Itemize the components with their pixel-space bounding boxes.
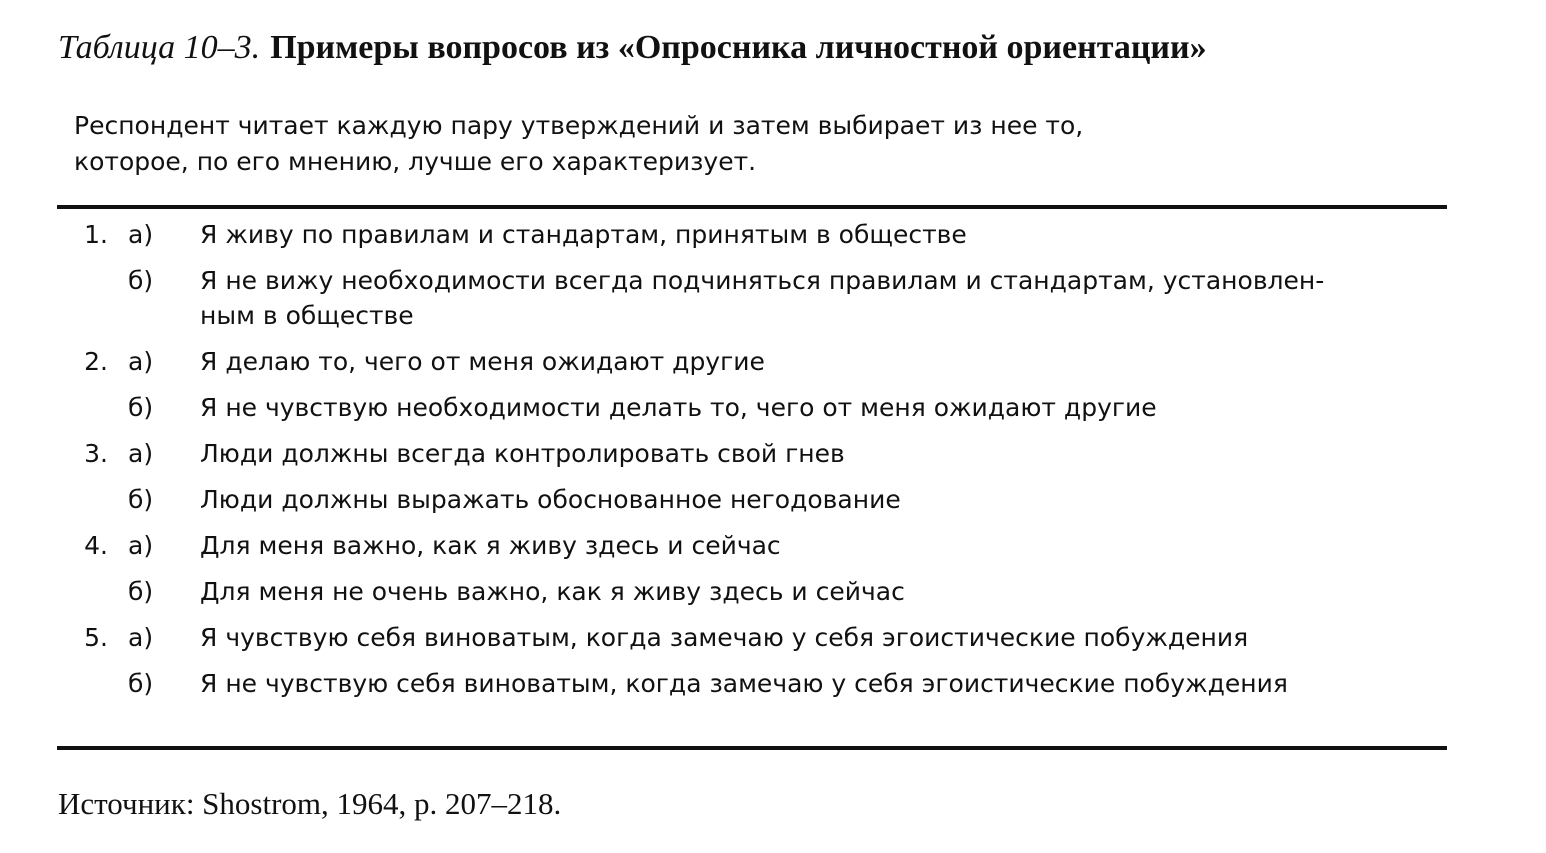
option-text: Я делаю то, чего от меня ожидают другие	[200, 347, 765, 376]
instructions-line-1: Респондент читает каждую пару утверждений и затем выбирает из нее то,	[74, 111, 1084, 140]
option-letter: а)	[128, 347, 154, 376]
question-3	[60, 436, 1450, 517]
option-text: Я живу по правилам и стандартам, принятым в обществе	[200, 220, 967, 249]
table-number: Таблица 10–3.	[58, 29, 261, 66]
question-5-option-b	[60, 666, 1450, 701]
option-text: Я не чувствую необходимости делать то, чего от меня ожидают другие	[200, 393, 1157, 422]
question-3-option-b	[60, 482, 1450, 517]
table-title	[58, 26, 1207, 70]
question-number: 5.	[84, 623, 108, 652]
option-text-line-2: ным в обществе	[200, 301, 414, 330]
question-number: 3.	[84, 439, 108, 468]
option-letter: а)	[128, 439, 154, 468]
option-text: Для меня не очень важно, как я живу здесь и сейчас	[200, 577, 905, 606]
question-1	[60, 217, 1450, 333]
question-2-option-a	[60, 344, 1450, 379]
question-number: 1.	[84, 220, 108, 249]
question-1-option-a	[60, 217, 1450, 252]
bottom-divider	[57, 746, 1447, 750]
option-text: Люди должны всегда контролировать свой гнев	[200, 439, 845, 468]
option-letter: б)	[128, 485, 154, 514]
question-number: 4.	[84, 531, 108, 560]
question-2	[60, 344, 1450, 425]
question-5-option-a	[60, 620, 1450, 655]
option-letter: а)	[128, 531, 154, 560]
question-4	[60, 528, 1450, 609]
option-text: Я чувствую себя виноватым, когда замечаю у себя эгоистические побуждения	[200, 623, 1249, 652]
top-divider	[57, 205, 1447, 209]
question-2-option-b	[60, 390, 1450, 425]
option-text	[200, 263, 1440, 333]
option-letter: б)	[128, 393, 154, 422]
source-note: Источник: Shostrom, 1964, p. 207–218.	[58, 786, 562, 821]
table-caption: Примеры вопросов из «Опросника личностной ориентации»	[270, 29, 1207, 66]
instructions	[74, 108, 1274, 180]
question-3-option-a	[60, 436, 1450, 471]
option-letter: а)	[128, 623, 154, 652]
option-text: Для меня важно, как я живу здесь и сейчас	[200, 531, 781, 560]
question-list	[60, 217, 1450, 701]
question-5	[60, 620, 1450, 701]
question-number: 2.	[84, 347, 108, 376]
option-letter: б)	[128, 266, 154, 295]
instructions-line-2: которое, по его мнению, лучше его характеризует.	[74, 147, 757, 176]
option-text: Я не чувствую себя виноватым, когда замечаю у себя эгоистические побуждения	[200, 669, 1288, 698]
option-text: Люди должны выражать обоснованное негодование	[200, 485, 901, 514]
option-text-line-1: Я не вижу необходимости всегда подчиняться правилам и стандартам, установлен-	[200, 266, 1325, 295]
question-1-option-b	[60, 263, 1450, 333]
option-letter: б)	[128, 577, 154, 606]
question-4-option-b	[60, 574, 1450, 609]
option-letter: а)	[128, 220, 154, 249]
option-letter: б)	[128, 669, 154, 698]
question-4-option-a	[60, 528, 1450, 563]
